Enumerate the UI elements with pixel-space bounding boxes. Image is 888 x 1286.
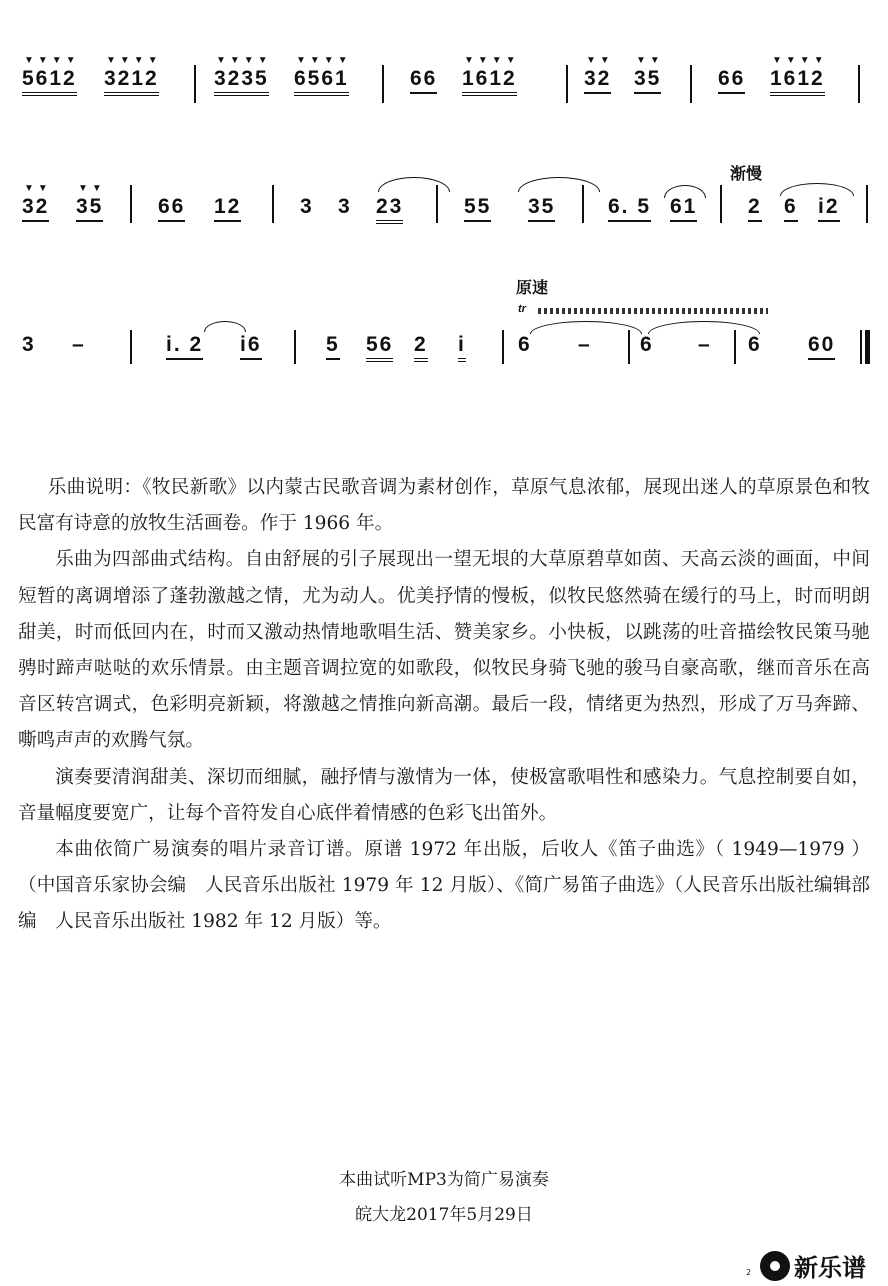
bar-line — [628, 330, 630, 364]
slur — [518, 177, 600, 192]
note-group: i6 — [240, 333, 262, 360]
bar-line — [294, 330, 296, 364]
note-group: 6 — [640, 333, 654, 356]
description-paragraph: 乐曲为四部曲式结构。自由舒展的引子展现出一望无垠的大草原碧草如茵、天高云淡的画面，中间短暂的离调增添了蓬勃激越之情，尤为动人。优美抒情的慢板，似牧民悠然骑在缓行的马上，时而明朗甜美，时而低回内在，时而又激动热情地歌唱生活、赞美家乡。小快板，以跳荡的吐音描绘牧民策马驰骋时蹄声哒哒的欢乐情景。由主题音调拉宽的如歌段，似牧民身骑飞驰的骏马自豪高歌，继而音乐在高音区转宫调式，色彩明亮新颖，将激越之情推向新高潮。最后一段，情绪更为热烈，形成了万马奔蹄、嘶鸣声声的欢腾气氛。 — [18, 549, 870, 752]
note-group: 3 — [338, 195, 352, 218]
bar-line — [272, 185, 274, 223]
bar-line — [382, 65, 384, 103]
bar-line — [858, 65, 860, 103]
note-group: 35 — [528, 195, 555, 222]
trill-marking: tr — [518, 303, 526, 315]
note-group: 66 — [410, 67, 437, 94]
footer-date: 皖大龙2017年5月29日 — [355, 1205, 533, 1225]
tonguing-marks: ▼▼▼▼ — [296, 55, 352, 66]
bar-line — [690, 65, 692, 103]
music-description — [18, 470, 870, 941]
note-group: 66 — [718, 67, 745, 94]
page-number: 2 — [746, 1268, 752, 1277]
note-group: 61 — [670, 195, 697, 222]
tonguing-marks: ▼▼ — [586, 55, 614, 66]
note-group: 2 — [414, 333, 428, 362]
note-group: 6 — [518, 333, 532, 356]
note-group: 5 — [326, 333, 340, 360]
note-group: 32 — [584, 67, 611, 94]
tonguing-marks: ▼▼▼▼ — [464, 55, 520, 66]
note-group: 6 — [784, 195, 798, 222]
note-group: 56 — [366, 333, 393, 362]
bar-line — [582, 185, 584, 223]
note-group: 2 — [748, 195, 762, 222]
note-group: 3 — [300, 195, 314, 218]
score-line-2 — [18, 165, 870, 240]
description-paragraph: 演奏要清润甜美、深切而细腻，融抒情与激情为一体，使极富歌唱性和感染力。气息控制要自如，音量幅度要宽广，让每个音符发自心底伴着情感的色彩飞出笛外。 — [18, 766, 870, 824]
bar-line — [130, 330, 132, 364]
tonguing-marks: ▼▼ — [24, 183, 52, 194]
note-group: – — [698, 333, 712, 356]
description-paragraph: 本曲依简广易演奏的唱片录音订谱。原谱 1972 年出版，后收人《笛子曲选》（ 1949—1979 ）（中国音乐家协会编 人民音乐出版社 1979 年 12 月版）、《简广易笛子曲选》（人民音乐出版社编辑部编 人民音乐出版社 1982 年 12 月版）等。 — [18, 839, 870, 933]
note-group: 6 — [748, 333, 762, 356]
bar-line — [194, 65, 196, 103]
bar-line — [502, 330, 504, 364]
note-group: 60 — [808, 333, 835, 360]
note-group: 3235 — [214, 67, 269, 96]
tonguing-marks: ▼▼▼▼ — [216, 55, 272, 66]
note-group: 3 — [22, 333, 36, 356]
tempo-marking: 原速 — [516, 280, 549, 297]
tonguing-marks: ▼▼▼▼ — [24, 55, 80, 66]
bar-line — [866, 185, 868, 223]
note-group: i — [458, 333, 466, 362]
note-group: 55 — [464, 195, 491, 222]
logo-text: 新乐谱 — [794, 1254, 866, 1282]
note-group: i2 — [818, 195, 840, 222]
bar-line — [130, 185, 132, 223]
bar-line — [566, 65, 568, 103]
note-group: 6561 — [294, 67, 349, 96]
final-bar-line — [860, 330, 870, 364]
note-group: 6. 5 — [608, 195, 651, 222]
note-group: 35 — [76, 195, 103, 222]
note-group: – — [578, 333, 592, 356]
tempo-marking: 渐慢 — [730, 166, 763, 183]
note-group: 66 — [158, 195, 185, 222]
tonguing-marks: ▼▼ — [78, 183, 106, 194]
note-group: 1612 — [462, 67, 517, 96]
note-group: 12 — [214, 195, 241, 222]
note-group: 3212 — [104, 67, 159, 96]
note-group: 32 — [22, 195, 49, 222]
score-line-3 — [18, 275, 870, 375]
bar-line — [734, 330, 736, 364]
score-line-1 — [18, 55, 870, 115]
record-icon — [760, 1251, 790, 1281]
tonguing-marks: ▼▼ — [636, 55, 664, 66]
slur — [378, 177, 450, 192]
note-group: i. 2 — [166, 333, 203, 360]
note-group: – — [72, 333, 86, 356]
trill-line — [538, 308, 768, 314]
tonguing-marks: ▼▼▼▼ — [106, 55, 162, 66]
footer-credit: 本曲试听MP3为简广易演奏 — [339, 1170, 549, 1190]
slur — [204, 321, 246, 332]
note-group: 23 — [376, 195, 403, 224]
note-group: 5612 — [22, 67, 77, 96]
description-paragraph: 乐曲说明：《牧民新歌》以内蒙古民歌音调为素材创作，草原气息浓郁，展现出迷人的草原景色和牧民富有诗意的放牧生活画卷。作于 1966 年。 — [18, 477, 870, 535]
bar-line — [436, 185, 438, 223]
bar-line — [720, 185, 722, 223]
tonguing-marks: ▼▼▼▼ — [772, 55, 828, 66]
site-logo[interactable] — [760, 1248, 866, 1283]
note-group: 35 — [634, 67, 661, 94]
note-group: 1612 — [770, 67, 825, 96]
